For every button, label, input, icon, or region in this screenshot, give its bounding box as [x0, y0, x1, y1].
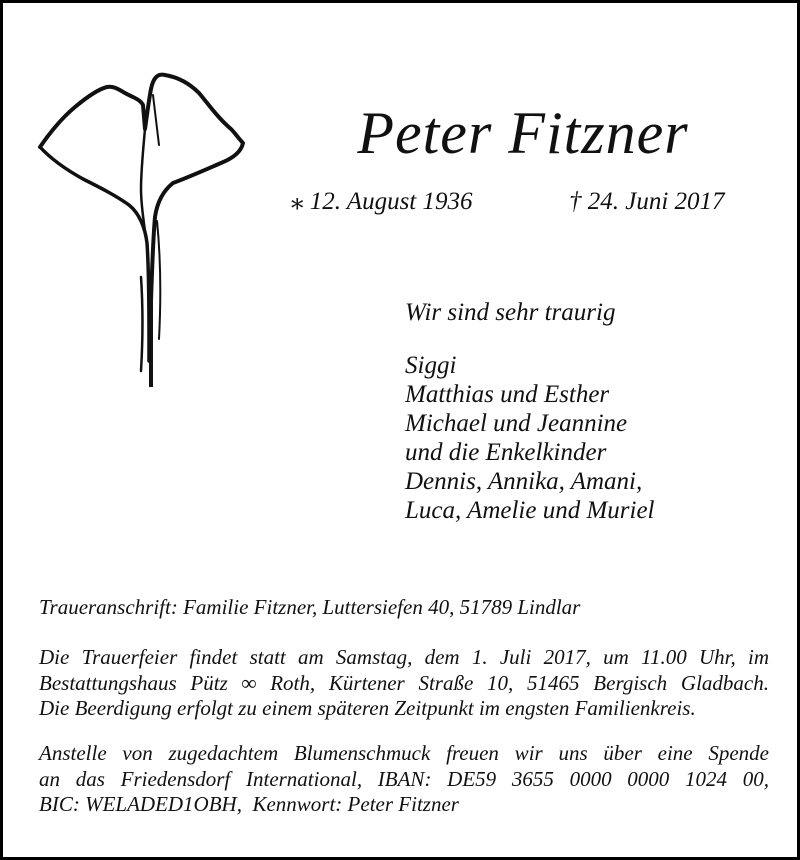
- death-date: † 24. Juni 2017: [569, 188, 725, 215]
- mourning-statement: Wir sind sehr traurig: [405, 299, 616, 326]
- ceremony-line: Die Trauerfeier findet statt am Samstag, dem 1. Juli 2017, um 11.00 Uhr, im: [39, 645, 769, 669]
- family-member: und die Enkelkinder: [405, 439, 607, 466]
- ceremony-line: Die Beerdigung erfolgt zu einem späteren Zeitpunkt im engsten Familienkreis.: [39, 696, 696, 720]
- family-member: Luca, Amelie und Muriel: [405, 497, 655, 524]
- ginkgo-leaf-icon: [37, 71, 247, 387]
- family-member: Dennis, Annika, Amani,: [405, 468, 643, 495]
- ceremony-line: Bestattungshaus Pütz ∞ Roth, Kürtener Straße 10, 51465 Bergisch Gladbach.: [39, 670, 769, 695]
- family-member: Michael und Jeannine: [405, 410, 628, 437]
- donation-info: [39, 741, 769, 818]
- donation-line: an das Friedensdorf International, IBAN: DE59 3655 0000 0000 1024 00,: [39, 766, 769, 791]
- family-list: [405, 351, 655, 525]
- life-dates: [291, 189, 761, 289]
- donation-line: BIC: WELADED1OBH, Kennwort: Peter Fitzner: [39, 792, 459, 816]
- birth-date: ⁎ 12. August 1936: [291, 188, 473, 215]
- ceremony-info: [39, 645, 769, 722]
- donation-line: Anstelle von zugedachtem Blumenschmuck freuen wir uns über eine Spende: [39, 741, 769, 765]
- deceased-name: Peter Fitzner: [357, 100, 689, 166]
- family-member: Siggi: [405, 352, 457, 379]
- family-member: Matthias und Esther: [405, 381, 610, 408]
- mourning-address: Traueranschrift: Familie Fitzner, Luttersiefen 40, 51789 Lindlar: [39, 595, 581, 619]
